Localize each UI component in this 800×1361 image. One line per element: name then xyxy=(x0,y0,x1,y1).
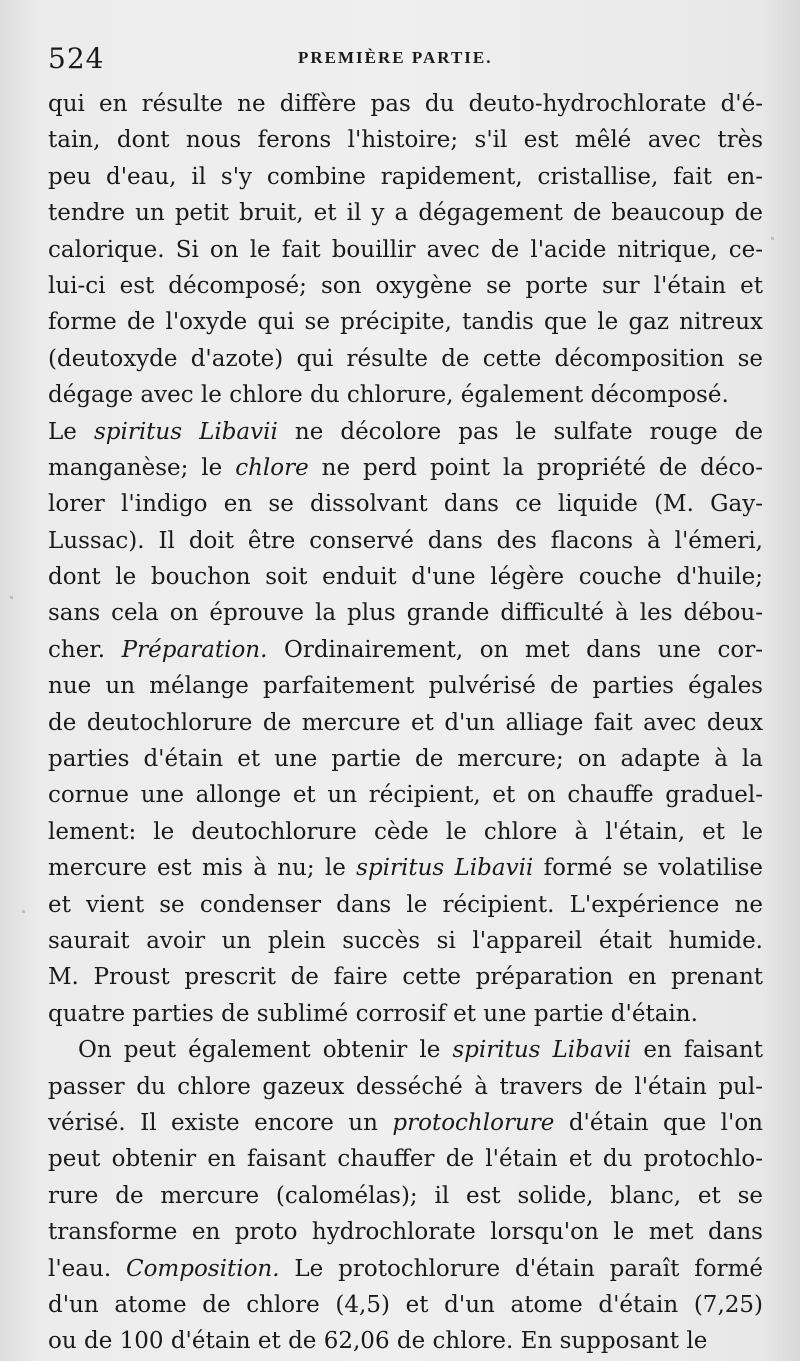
text-line: cornue une allonge et un récipient, et on chauffe graduel- xyxy=(48,782,763,809)
scan-speck xyxy=(771,237,774,240)
text-line: ou de 100 d'étain et de 62,06 de chlore. En supposant le xyxy=(48,1328,708,1355)
text-line: lement: le deutochlorure cède le chlore à l'étain, et le xyxy=(48,818,763,845)
text-line: transforme en proto hydrochlorate lorsqu'on le met dans xyxy=(48,1219,763,1246)
scan-speck xyxy=(22,910,25,913)
text-line: saurait avoir un plein succès si l'appareil était humide. xyxy=(48,927,763,954)
scan-speck xyxy=(10,596,13,599)
text-line: peu d'eau, il s'y combine rapidement, cristallise, fait en- xyxy=(48,163,763,190)
text-line: calorique. Si on le fait bouillir avec de l'acide nitrique, ce- xyxy=(48,236,763,263)
text-line: tendre un petit bruit, et il y a dégagement de beaucoup de xyxy=(48,200,763,227)
text-line: lorer l'indigo en se dissolvant dans ce liquide (M. Gay- xyxy=(48,491,763,518)
text-line: dont le bouchon soit enduit d'une légère couche d'huile; xyxy=(48,564,763,591)
text-line: cher. Préparation. Ordinairement, on met dans une cor- xyxy=(48,636,763,663)
text-line: tain, dont nous ferons l'histoire; s'il est mêlé avec très xyxy=(48,127,763,154)
text-line: nue un mélange parfaitement pulvérisé de parties égales xyxy=(48,673,763,700)
text-line: passer du chlore gazeux desséché à travers de l'étain pul- xyxy=(48,1073,763,1100)
text-line: peut obtenir en faisant chauffer de l'étain et du protochlo- xyxy=(48,1146,763,1173)
text-line: parties d'étain et une partie de mercure; on adapte à la xyxy=(48,746,763,773)
text-line: Le spiritus Libavii ne décolore pas le sulfate rouge de xyxy=(48,418,763,445)
text-line: manganèse; le chlore ne perd point la propriété de déco- xyxy=(48,454,763,481)
text-line: forme de l'oxyde qui se précipite, tandis que le gaz nitreux xyxy=(48,309,763,336)
text-line: M. Proust prescrit de faire cette préparation en prenant xyxy=(48,964,763,991)
text-line: quatre parties de sublimé corrosif et une partie d'étain. xyxy=(48,1000,698,1027)
text-line: et vient se condenser dans le récipient. L'expérience ne xyxy=(48,891,763,918)
text-line: qui en résulte ne diffère pas du deuto-hydrochlorate d'é- xyxy=(48,91,763,117)
running-head xyxy=(48,42,763,78)
text-line: vérisé. Il existe encore un protochlorure d'étain que l'on xyxy=(48,1109,763,1136)
body-text xyxy=(48,86,763,1360)
text-line: On peut également obtenir le spiritus Libavii en faisant xyxy=(78,1037,763,1064)
text-line: Lussac). Il doit être conservé dans des flacons à l'émeri, xyxy=(48,527,763,554)
text-line: (deutoxyde d'azote) qui résulte de cette décomposition se xyxy=(48,345,763,372)
text-line: dégage avec le chlore du chlorure, également décomposé. xyxy=(48,382,729,409)
text-line: mercure est mis à nu; le spiritus Libavii formé se volatilise xyxy=(48,855,763,882)
text-line: rure de mercure (calomélas); il est solide, blanc, et se xyxy=(48,1182,763,1209)
text-line: lui-ci est décomposé; son oxygène se porte sur l'étain et xyxy=(48,272,763,299)
text-line: de deutochlorure de mercure et d'un alliage fait avec deux xyxy=(48,709,763,736)
text-line: l'eau. Composition. Le protochlorure d'étain paraît formé xyxy=(48,1255,763,1282)
page-number: 524 xyxy=(48,42,105,75)
running-title: PREMIÈRE PARTIE. xyxy=(298,48,493,67)
text-line: d'un atome de chlore (4,5) et d'un atome d'étain (7,25) xyxy=(48,1291,763,1318)
text-line: sans cela on éprouve la plus grande difficulté à les débou- xyxy=(48,600,763,627)
